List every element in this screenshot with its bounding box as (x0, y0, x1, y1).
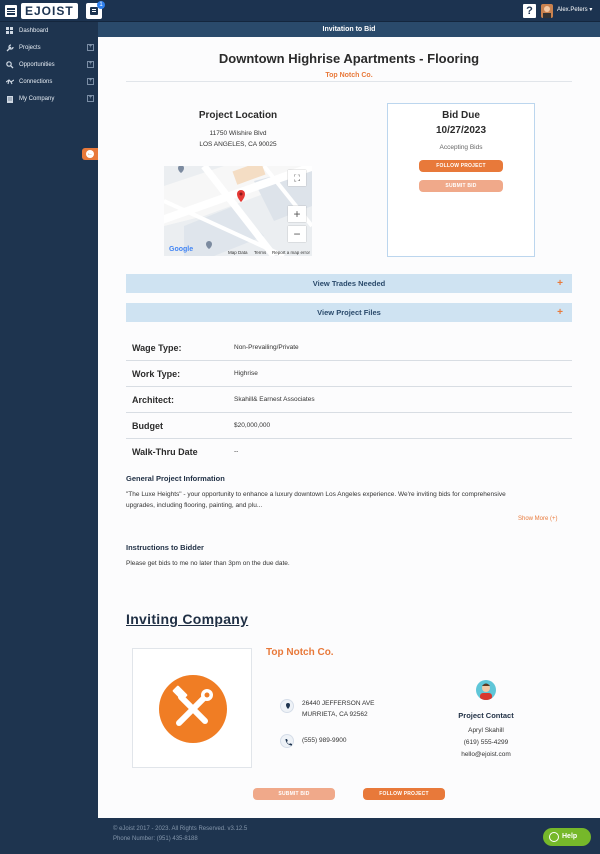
location-address-line1: 11750 Wilshire Blvd (209, 130, 267, 137)
inviting-company-heading: Inviting Company (126, 611, 249, 627)
detail-label: Work Type: (132, 369, 181, 379)
instructions-heading: Instructions to Bidder (126, 543, 204, 552)
general-info-line1: "The Luxe Heights" - your opportunity to enhance a luxury downtown Los Angeles experience. We're inviting bids for comprehensive (126, 491, 506, 498)
general-info-heading: General Project Information (126, 474, 225, 483)
submit-bid-button[interactable]: SUBMIT BID (419, 180, 503, 192)
fullscreen-icon[interactable]: ⛶ (288, 170, 306, 186)
sidebar-item-opportunities[interactable] (0, 56, 98, 73)
bottom-submit-bid-button[interactable]: SUBMIT BID (253, 788, 335, 800)
detail-row-wage-type (126, 335, 572, 361)
sidebar (0, 22, 98, 818)
general-info-line2: upgrades, including flooring, painting, and plu... (126, 502, 263, 509)
contact-email[interactable]: hello@ejoist.com (461, 751, 511, 758)
detail-value: Skahill& Earnest Associates (234, 396, 315, 403)
show-more-link[interactable]: Show More (+) (518, 516, 558, 522)
sidebar-item-my-company[interactable] (0, 90, 98, 107)
accordion-label: View Trades Needed (312, 279, 386, 288)
user-menu[interactable]: Alex.Peters ▾ (557, 7, 593, 13)
footer-copyright: © eJoist 2017 - 2023. All Rights Reserved. v3.12.5 (113, 826, 248, 832)
inviting-company-name[interactable]: Top Notch Co. (266, 647, 334, 658)
help-button[interactable] (543, 828, 591, 846)
notification-count: 1 (97, 1, 105, 9)
location-heading: Project Location (198, 110, 278, 121)
project-content (98, 37, 600, 818)
detail-label: Walk-Thru Date (132, 447, 198, 457)
map-report-link[interactable]: Report a map error (272, 250, 311, 255)
contact-avatar (476, 680, 496, 700)
sidebar-item-label: Projects (19, 44, 41, 51)
contact-name: Apryl Skahill (468, 727, 504, 734)
plus-icon: + (557, 278, 563, 289)
help-question-icon[interactable]: ? (523, 4, 536, 18)
expand-icon[interactable]: + (88, 78, 93, 84)
help-circle-icon (549, 832, 559, 842)
arrow-left-icon: ← (87, 151, 93, 157)
bid-due-date: 10/27/2023 (435, 125, 487, 136)
detail-value: Non-Prevailing/Private (234, 344, 299, 351)
contact-phone: (619) 555-4299 (463, 739, 509, 746)
map-data-link[interactable]: Map Data (228, 250, 248, 255)
notification-icon[interactable] (86, 3, 102, 19)
wrench-icon (6, 44, 14, 52)
footer-phone: Phone Number: (951) 435-8188 (113, 836, 198, 842)
sidebar-item-label: My Company (19, 95, 55, 102)
zoom-in-button[interactable]: + (288, 206, 306, 222)
company-logo-card (132, 648, 252, 768)
phone-icon (280, 734, 294, 748)
instructions-text: Please get bids to me no later than 3pm on the due date. (126, 560, 290, 567)
detail-label: Architect: (132, 395, 175, 405)
zoom-out-button[interactable]: − (288, 226, 306, 242)
company-address-line1: 26440 JEFFERSON AVE (302, 700, 375, 707)
sidebar-item-label: Connections (19, 78, 53, 85)
expand-icon[interactable]: + (88, 61, 93, 67)
sidebar-item-label: Opportunities (19, 61, 55, 68)
sidebar-item-label: Dashboard (19, 27, 49, 34)
handshake-icon (6, 78, 14, 86)
tools-icon (159, 675, 227, 743)
app-logo[interactable]: EJOIST (21, 3, 78, 19)
detail-row-budget (126, 413, 572, 439)
bid-status: Accepting Bids (439, 144, 483, 151)
google-logo: Google (169, 246, 194, 253)
detail-row-walk-thru (126, 439, 572, 465)
company-phone: (555) 989-9900 (302, 737, 347, 744)
building-icon (6, 95, 14, 103)
sidebar-item-connections[interactable] (0, 73, 98, 90)
expand-icon[interactable]: + (88, 95, 93, 101)
dashboard-icon (6, 27, 14, 35)
help-label: Help (562, 833, 578, 840)
top-bar (0, 0, 600, 22)
project-company-link[interactable]: Top Notch Co. (325, 72, 373, 79)
expand-icon[interactable]: + (88, 44, 93, 50)
sidebar-item-projects[interactable] (0, 39, 98, 56)
search-icon (6, 61, 14, 69)
footer (0, 818, 600, 854)
location-address-line2: LOS ANGELES, CA 90025 (199, 141, 277, 148)
bid-due-card (387, 103, 535, 257)
user-avatar[interactable] (541, 4, 553, 18)
location-map[interactable] (164, 166, 312, 256)
detail-label: Budget (132, 421, 163, 431)
divider (126, 81, 572, 82)
sidebar-collapse-button[interactable] (82, 148, 98, 160)
map-terms-link[interactable]: Terms (254, 250, 267, 255)
company-address-line2: MURRIETA, CA 92562 (302, 711, 368, 718)
accordion-label: View Project Files (317, 308, 381, 317)
detail-value: -- (234, 448, 239, 455)
follow-project-button[interactable]: FOLLOW PROJECT (419, 160, 503, 172)
project-contact-heading: Project Contact (458, 711, 514, 720)
bottom-follow-project-button[interactable]: FOLLOW PROJECT (363, 788, 445, 800)
detail-row-work-type (126, 361, 572, 387)
location-pin-icon (280, 699, 294, 713)
view-trades-accordion[interactable] (126, 274, 572, 293)
main-panel (98, 22, 600, 818)
detail-label: Wage Type: (132, 343, 182, 353)
detail-value: Highrise (234, 370, 258, 377)
page-title: Invitation to Bid (98, 22, 600, 37)
sidebar-item-dashboard[interactable] (0, 22, 98, 39)
view-files-accordion[interactable] (126, 303, 572, 322)
detail-value: $20,000,000 (234, 422, 271, 429)
project-title: Downtown Highrise Apartments - Flooring (218, 51, 480, 66)
menu-icon[interactable] (5, 5, 17, 17)
detail-row-architect (126, 387, 572, 413)
company-logo (159, 675, 227, 743)
plus-icon: + (557, 307, 563, 318)
bid-due-heading: Bid Due (442, 110, 480, 121)
